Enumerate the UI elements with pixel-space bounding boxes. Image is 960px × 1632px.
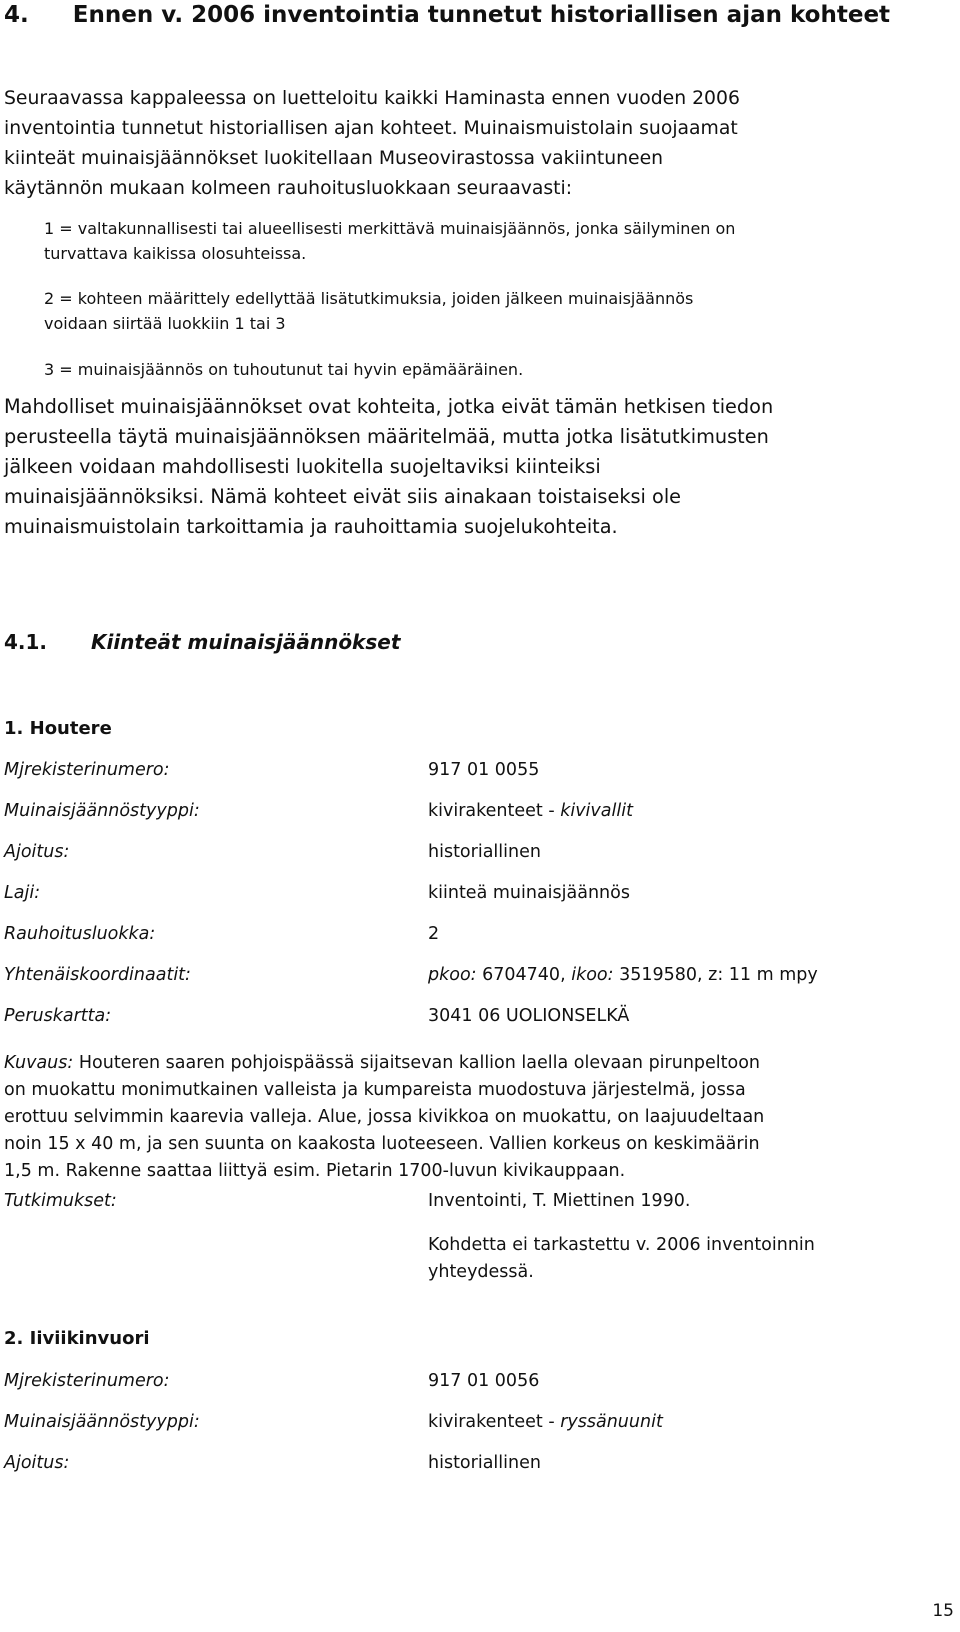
site-1-class-label: Rauhoitusluokka:: [4, 924, 156, 944]
site-2-type-sub: ryssänuunit: [560, 1412, 663, 1432]
page-number: 15: [932, 1601, 954, 1621]
possible-line: muinaismuistolain tarkoittamia ja rauhoittamia suojelukohteita.: [4, 515, 618, 538]
section-title: Kiinteät muinaisjäännökset: [90, 630, 401, 654]
site-1-type-sub: kivivallit: [560, 801, 633, 821]
description-label: Kuvaus:: [4, 1053, 74, 1073]
site-2-type-main: kivirakenteet -: [428, 1412, 561, 1432]
section-number: 4.1.: [4, 630, 48, 654]
description-text: Houteren saaren pohjoispäässä sijaitsevan kallion laella olevaan pirunpeltoon: [73, 1053, 761, 1073]
site-1-coords-value: [428, 965, 818, 985]
note-line: Kohdetta ei tarkastettu v. 2006 inventoinnin: [428, 1235, 815, 1255]
site-2-period-value: historiallinen: [428, 1453, 541, 1473]
site-1-kind-value: kiinteä muinaisjäännös: [428, 883, 630, 903]
intro-line: kiinteät muinaisjäännökset luokitellaan Museovirastossa vakiintuneen: [4, 148, 664, 169]
class-1-line: 1 = valtakunnallisesti tai alueellisesti merkittävä muinaisjäännös, jonka säilyminen on: [44, 219, 736, 238]
possible-line: perusteella täytä muinaisjäännöksen määritelmää, mutta jotka lisätutkimusten: [4, 425, 769, 448]
description-line: noin 15 x 40 m, ja sen suunta on kaakosta luoteeseen. Vallien korkeus on keskimäärin: [4, 1134, 760, 1154]
site-1-map-label: Peruskartta:: [4, 1006, 112, 1026]
note-line: yhteydessä.: [428, 1262, 534, 1282]
site-1-class-value: 2: [428, 924, 440, 944]
possible-line: muinaisjäännöksiksi. Nämä kohteet eivät siis ainakaan toistaiseksi ole: [4, 485, 682, 508]
class-2-line: 2 = kohteen määrittely edellyttää lisätutkimuksia, joiden jälkeen muinaisjäännös: [44, 289, 694, 308]
site-1-period-value: historiallinen: [428, 842, 541, 862]
class-1-line: turvattava kaikissa olosuhteissa.: [44, 244, 307, 263]
site-1-title: 1. Houtere: [4, 718, 112, 739]
site-1-reg-value: 917 01 0055: [428, 760, 540, 780]
description-line: [4, 1050, 764, 1077]
site-2-title: 2. Iiviikinvuori: [4, 1328, 150, 1349]
site-1-research-label: Tutkimukset:: [4, 1191, 117, 1211]
possible-remains-paragraph: [4, 392, 773, 542]
intro-line: käytännön mukaan kolmeen rauhoitusluokkaan seuraavasti:: [4, 178, 573, 199]
site-1-type-value: [428, 801, 633, 821]
chapter-number: 4.: [4, 2, 29, 28]
possible-line: jälkeen voidaan mahdollisesti luokitella suojeltaviksi kiinteiksi: [4, 455, 601, 478]
description-line: erottuu selvimmin kaarevia valleja. Alue, jossa kivikkoa on muokattu, on laajuudeltaan: [4, 1107, 765, 1127]
site-1-research-value: Inventointi, T. Miettinen 1990.: [428, 1191, 691, 1211]
intro-line: inventointia tunnetut historiallisen ajan kohteet. Muinaismuistolain suojaamat: [4, 118, 738, 139]
intro-line: Seuraavassa kappaleessa on luetteloitu kaikki Haminasta ennen vuoden 2006: [4, 88, 740, 109]
site-1-type-label: Muinaisjäännöstyyppi:: [4, 801, 200, 821]
site-1-map-value: 3041 06 UOLIONSELKÄ: [428, 1006, 630, 1026]
section-heading: [4, 630, 400, 654]
description-line: 1,5 m. Rakenne saattaa liittyä esim. Pietarin 1700-luvun kivikauppaan.: [4, 1161, 626, 1181]
site-1-period-label: Ajoitus:: [4, 842, 70, 862]
class-2-line: voidaan siirtää luokkiin 1 tai 3: [44, 314, 286, 333]
site-1-reg-label: Mjrekisterinumero:: [4, 760, 170, 780]
site-1-type-main: kivirakenteet -: [428, 801, 561, 821]
class-1-definition: [44, 216, 735, 266]
site-1-description: [4, 1050, 764, 1185]
class-3-definition: 3 = muinaisjäännös on tuhoutunut tai hyvin epämääräinen.: [44, 360, 524, 379]
intro-paragraph: [4, 84, 740, 204]
site-2-type-label: Muinaisjäännöstyyppi:: [4, 1412, 200, 1432]
site-1-kind-label: Laji:: [4, 883, 41, 903]
site-2-reg-value: 917 01 0056: [428, 1371, 540, 1391]
site-1-note: [428, 1232, 815, 1286]
coord-p-label: pkoo:: [428, 965, 477, 985]
chapter-heading: [4, 2, 890, 28]
chapter-title: Ennen v. 2006 inventointia tunnetut historiallisen ajan kohteet: [72, 2, 891, 28]
site-2-period-label: Ajoitus:: [4, 1453, 70, 1473]
description-line: on muokattu monimutkainen valleista ja kumpareista muodostuva järjestelmä, jossa: [4, 1080, 746, 1100]
coord-i-label: ikoo:: [571, 965, 614, 985]
class-2-definition: [44, 286, 693, 336]
site-2-reg-label: Mjrekisterinumero:: [4, 1371, 170, 1391]
site-2-type-value: [428, 1412, 663, 1432]
site-1-coords-label: Yhtenäiskoordinaatit:: [4, 965, 191, 985]
possible-line: Mahdolliset muinaisjäännökset ovat kohteita, jotka eivät tämän hetkisen tiedon: [4, 395, 774, 418]
coord-rest-value: 3519580, z: 11 m mpy: [613, 965, 818, 985]
coord-p-value: 6704740,: [476, 965, 572, 985]
